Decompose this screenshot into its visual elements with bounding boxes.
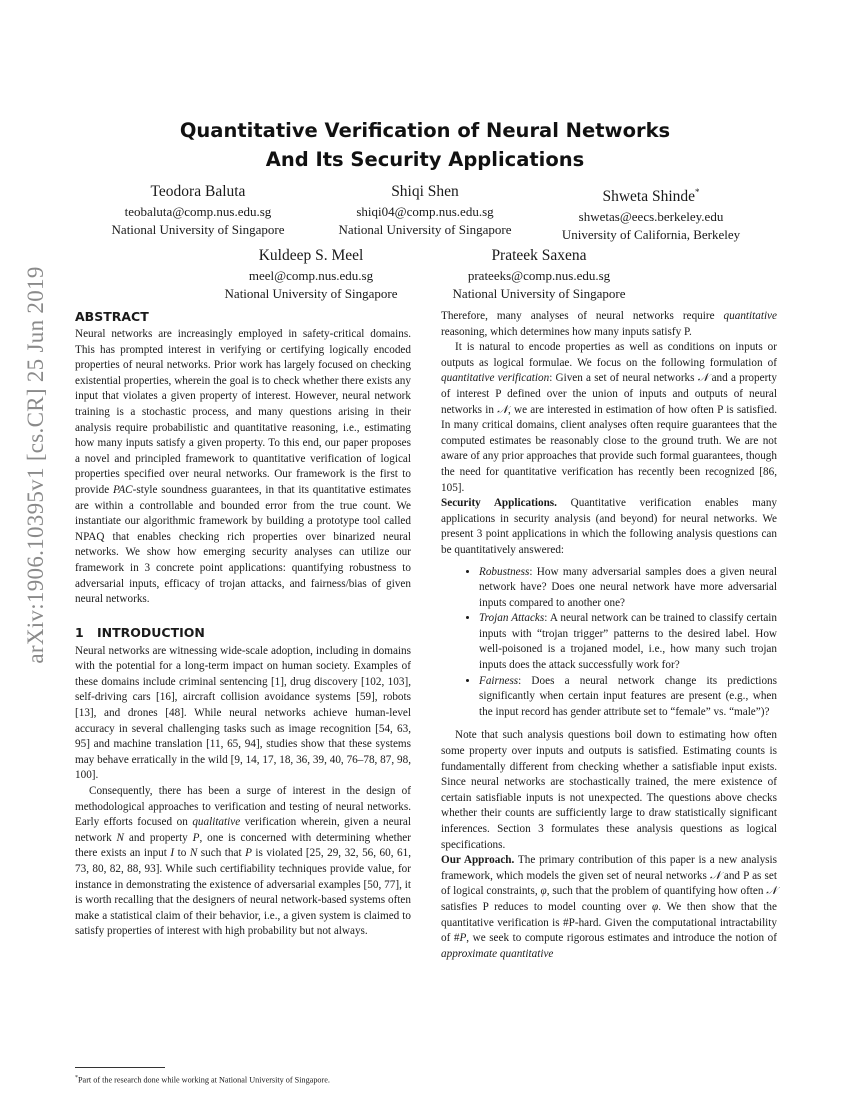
author-name: Prateek Saxena — [491, 247, 587, 264]
author-name: Shweta Shinde* — [602, 187, 700, 206]
right-column — [441, 309, 777, 962]
footnote-marker: * — [695, 187, 700, 197]
footnote: *Part of the research done while working at National University of Singapore. — [75, 1075, 330, 1085]
author-affiliation: University of California, Berkeley — [561, 227, 741, 243]
paragraph-quantitative-reasoning: Therefore, many analyses of neural networks require quantitative reasoning, which determines how many inputs satisfy P. — [441, 310, 777, 338]
paragraph-estimating-counts: Note that such analysis questions boil down to estimating how often some property over inputs and outputs is satisfied. Estimating counts is fundamentally different from checking whether a satisfiable input exists. Since neural networks are stochastically trained, the mere existence of certain satisfiable inputs is not unexpected. The questions above checks whether their counts are sufficiently large to draw statistically significant inferences. Section 3 formulates these analysis questions as logical specifications. — [441, 729, 777, 851]
left-column — [75, 309, 411, 940]
intro-paragraph-2: Consequently, there has been a surge of interest in the design of methodological approaches to verification and testing of neural networks. Early efforts focused on qualitative verification wherein, given a neural network N and property P, one is concerned with determining whether there exists an input I to N such that P is violated [25, 29, 32, 56, 60, 61, 73, 80, 82, 88, 93]. While such certifiability techniques provide value, for instance in demonstrating the existence of adversarial examples [50, 77], it is worth recalling that the designers of neural network-based systems often make a statistical claim of their behavior, i.e., a given system is claimed to satisfy properties of interest with high probability but not always. — [75, 785, 412, 938]
footnote-marker: * — [75, 1075, 78, 1081]
author-email: prateeks@comp.nus.edu.sg — [467, 268, 611, 283]
list-item: • Robustness: How many adversarial samples does a given neural network have? Does one neural network have more adversarial inputs compared to another one? — [479, 565, 777, 612]
applications-list — [441, 565, 777, 721]
author-name: Teodora Baluta — [150, 183, 246, 200]
section-heading-introduction: 1 INTRODUCTION — [75, 624, 205, 640]
author-name: Shiqi Shen — [391, 183, 459, 200]
paragraph-security-applications: Security Applications. Quantitative verification enables many applications in security analysis (and beyond) for neural networks. We present 3 point applications in which the following analysis questions can be quantitatively answered: — [441, 497, 778, 556]
paper-title — [100, 116, 750, 174]
title-line-1: Quantitative Verification of Neural Networks — [179, 119, 671, 142]
abstract-paragraph: Neural networks are increasingly employed in safety-critical domains. This has prompted interest in verifying or certifying logically encoded properties of neural networks. Prior work has largely focused on checking existential properties, wherein the goal is to check whether there exists any input that violates a given property of interest. However, neural network training is a stochastic process, and many questions arising in their analysis require probabilistic and quantitative reasoning, i.e., estimating how many inputs satisfy a given property. To this end, our paper proposes a novel and principled framework to quantitative verification of logical properties specified over neural networks. Our framework is the first to provide PAC-style soundness guarantees, in that its quantitative estimates are within a controllable and bounded error from the true count. We instantiate our algorithmic framework by building a prototype tool called NPAQ that enables checking rich properties over binarized neural networks. We show how emerging security analyses can utilize our framework in 3 concrete point applications: quantifying robustness to adversarial inputs, efficacy of trojan attacks, and fairness/bias of given neural networks. — [75, 328, 411, 606]
intro-paragraph-1: Neural networks are witnessing wide-scale adoption, including in domains with the potential for a long-term impact on human society. Examples of these domains include criminal sentencing [1], drug discovery [102, 103], self-driving cars [16], aircraft collision avoidance systems [59], robots [13], and drones [48]. While neural networks achieve human-level accuracy in several challenging tasks such as image recognition [54, 63, 95] and machine translation [11, 65, 94], studies show that these systems may behave erratically in the wild [9, 14, 17, 18, 36, 39, 40, 76–78, 87, 98, 100]. — [75, 644, 411, 782]
author-block — [409, 245, 669, 303]
author-affiliation: National University of Singapore — [111, 222, 285, 237]
list-item: • Fairness: Does a neural network change its predictions significantly when certain input features are present (e.g., when the input record has gender attribute set to “female” vs. “male”)? — [479, 674, 777, 721]
author-block — [521, 181, 781, 244]
author-block — [68, 181, 328, 239]
author-block — [181, 245, 441, 303]
author-email: teobaluta@comp.nus.edu.sg — [124, 204, 272, 219]
author-affiliation: National University of Singapore — [338, 222, 512, 237]
paragraph-our-approach: Our Approach. The primary contribution of this paper is a new analysis framework, which models the given set of neural networks 𝒩 and P as set of logical constraints, φ, such that the problem of quantifying how often 𝒩 satisfies P reduces to model counting over φ. We then show that the quantitative verification is #P-hard. Given the computational intractability of #P, we seek to compute rigorous estimates and introduce the notion of approximate quantitative — [441, 854, 777, 960]
author-affiliation: National University of Singapore — [224, 286, 398, 301]
author-email: meel@comp.nus.edu.sg — [248, 268, 374, 283]
author-block — [295, 181, 555, 239]
footnote-divider — [75, 1067, 165, 1068]
author-email: shwetas@eecs.berkeley.edu — [578, 209, 724, 225]
author-email: shiqi04@comp.nus.edu.sg — [356, 204, 494, 219]
list-item: • Trojan Attacks: A neural network can be trained to classify certain inputs with “trojan trigger” patterns to the desired label. How well-poisoned is a trojaned model, i.e., how many such trojan inputs does the attack successfully work for? — [479, 611, 777, 673]
arxiv-identifier-stamp: arXiv:1906.10395v1 [cs.CR] 25 Jun 2019 — [23, 266, 48, 664]
abstract-heading: ABSTRACT — [75, 309, 149, 324]
title-line-2: And Its Security Applications — [265, 148, 585, 171]
paragraph-formulation: It is natural to encode properties as well as conditions on inputs or outputs as logical formulae. We focus on the following formulation of quantitative verification: Given a set of neural networks 𝒩 and a property of interest P defined over the union of inputs and outputs of neural networks in 𝒩, we are interested in estimation of how often P is satisfied. In many critical domains, client analyses often require guarantees that the computed estimates be reasonably close to the ground truth. We are not aware of any prior approaches that provide such formal guarantees, though the need for quantitative verification has recently been recognized [86, 105]. — [441, 341, 777, 494]
author-affiliation: National University of Singapore — [452, 286, 626, 301]
author-name: Kuldeep S. Meel — [258, 247, 364, 264]
